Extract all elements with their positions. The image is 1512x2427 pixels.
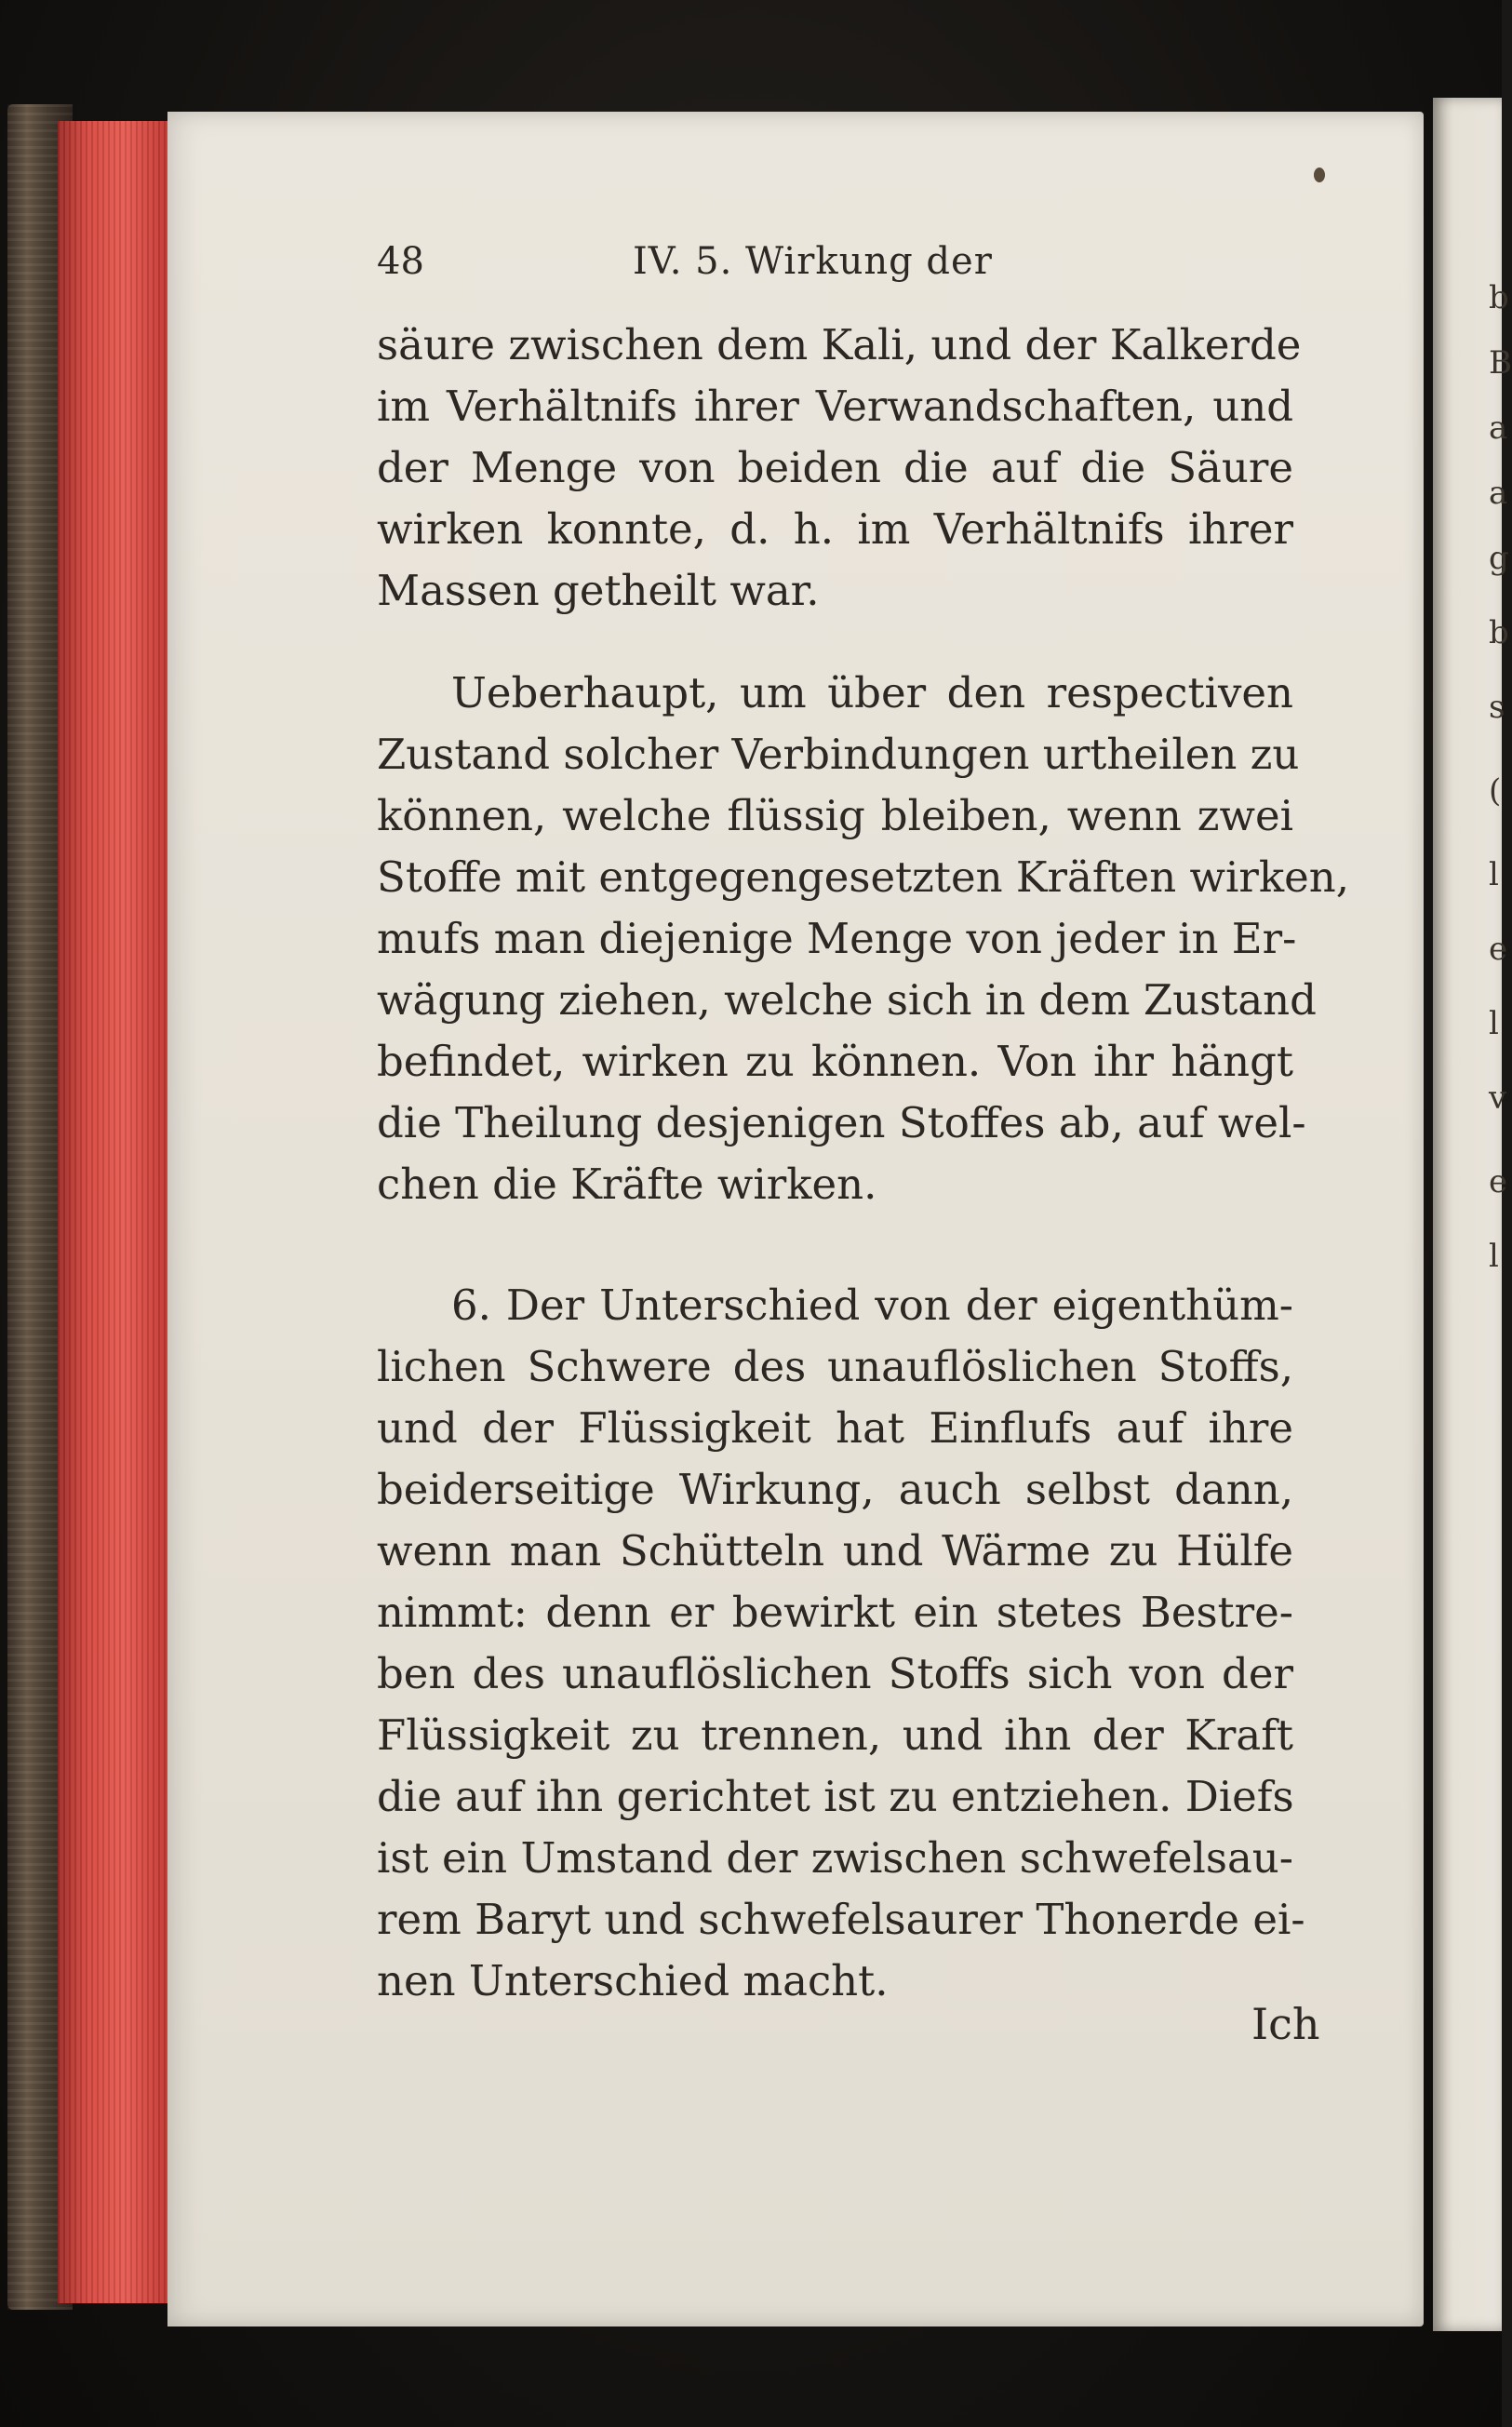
- facing-page-glyph: l: [1489, 1238, 1499, 1275]
- facing-page-glyph: l: [1489, 1005, 1499, 1042]
- facing-page-glyph: (: [1489, 772, 1502, 810]
- text-line: im Verhältnifs ihrer Verwandschaften, und: [377, 382, 1293, 431]
- text-line: ist ein Umstand der zwischen schwefelsau-: [377, 1833, 1293, 1883]
- text-line: befindet, wirken zu können. Von ihr hängt: [377, 1037, 1293, 1086]
- text-line: wenn man Schütteln und Wärme zu Hülfe: [377, 1526, 1293, 1576]
- text-line: Stoffe mit entgegengesetzten Kräften wirken,: [377, 852, 1350, 902]
- catchword: Ich: [1251, 1999, 1320, 2049]
- facing-page-glyph: a: [1489, 475, 1508, 512]
- text-line: 6. Der Unterschied von der eigenthüm-: [451, 1281, 1293, 1330]
- text-line: nimmt: denn er bewirkt ein stetes Bestre-: [377, 1588, 1293, 1637]
- facing-page-glyph: e: [1489, 1163, 1508, 1200]
- text-line: mufs man diejenige Menge von jeder in Er-: [377, 914, 1297, 963]
- facing-page-glyph: a: [1489, 409, 1508, 447]
- text-line: wirken konnte, d. h. im Verhältnifs ihrer: [377, 504, 1293, 554]
- text-line: wägung ziehen, welche sich in dem Zustand: [377, 975, 1317, 1025]
- facing-page-glyph: l: [1489, 856, 1499, 893]
- text-line: lichen Schwere des unauflöslichen Stoffs,: [377, 1342, 1293, 1391]
- text-line: die Theilung desjenigen Stoffes ab, auf wel-: [377, 1098, 1306, 1147]
- facing-page-edge: [1433, 98, 1512, 2331]
- text-line: nen Unterschied macht.: [377, 1956, 889, 2005]
- text-line: beiderseitige Wirkung, auch selbst dann,: [377, 1465, 1293, 1514]
- page-number: 48: [377, 240, 424, 283]
- text-line: der Menge von beiden die auf die Säure: [377, 443, 1293, 492]
- text-line: chen die Kräfte wirken.: [377, 1160, 877, 1209]
- text-line: können, welche flüssig bleiben, wenn zwei: [377, 791, 1293, 840]
- facing-page-glyph: e: [1489, 931, 1508, 968]
- text-line: Zustand solcher Verbindungen urtheilen zu: [377, 730, 1300, 779]
- paragraph-3: [377, 1275, 1305, 2012]
- ink-speck: [1314, 168, 1325, 182]
- text-line: säure zwischen dem Kali, und der Kalkerde: [377, 320, 1302, 369]
- facing-page-glyph: B: [1489, 344, 1512, 382]
- running-head: IV. 5. Wirkung der: [633, 240, 993, 283]
- paragraph-1: [377, 315, 1302, 622]
- text-line: Ueberhaupt, um über den respectiven: [451, 668, 1293, 717]
- facing-page-glyph: s: [1489, 689, 1505, 726]
- text-line: und der Flüssigkeit hat Einflufs auf ihre: [377, 1403, 1293, 1453]
- facing-page-glyph: v: [1489, 1079, 1507, 1117]
- text-line: Massen getheilt war.: [377, 566, 820, 615]
- facing-page-glyph: b: [1489, 614, 1509, 651]
- facing-page-glyph: g: [1489, 540, 1509, 577]
- text-line: die auf ihn gerichtet ist zu entziehen. Diefs: [377, 1772, 1294, 1821]
- text-line: Flüssigkeit zu trennen, und ihn der Kraft: [377, 1710, 1293, 1760]
- facing-page-glyph: b: [1489, 279, 1509, 316]
- text-line: ben des unauflöslichen Stoffs sich von der: [377, 1649, 1293, 1698]
- text-line: rem Baryt und schwefelsaurer Thonerde ei-: [377, 1895, 1305, 1944]
- paragraph-2: [377, 663, 1350, 1215]
